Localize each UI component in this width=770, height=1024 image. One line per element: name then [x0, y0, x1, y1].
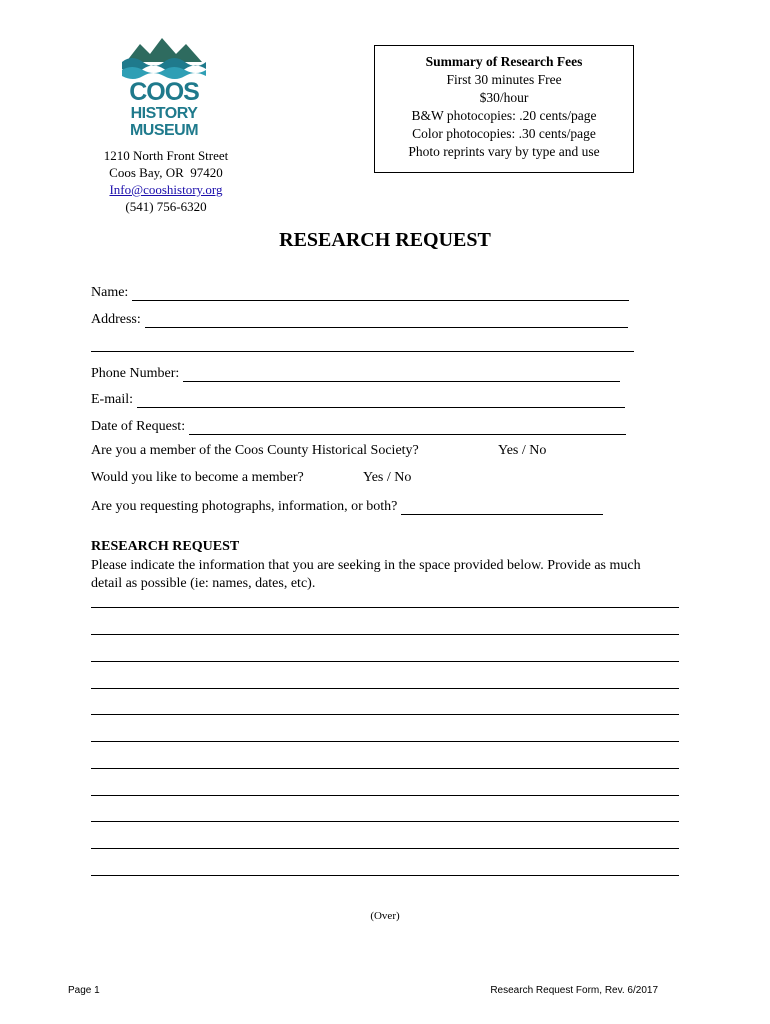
address-field[interactable] — [145, 313, 628, 328]
research-request-instructions: Please indicate the information that you are seeking in the space provided below. Provide as much detail as possible (ie: names, dates, etc). — [91, 558, 641, 591]
museum-address — [80, 147, 252, 215]
page-title: RESEARCH REQUEST — [279, 229, 491, 251]
footer-revision: Research Request Form, Rev. 6/2017 — [490, 985, 658, 996]
address-field-line-2[interactable] — [91, 351, 634, 352]
become-member-yes-no[interactable]: Yes / No — [363, 470, 412, 485]
research-request-heading: RESEARCH REQUEST — [91, 539, 240, 554]
museum-logo — [122, 36, 206, 140]
address-label: Address: — [91, 312, 141, 327]
fee-line: $30/hour — [479, 90, 529, 105]
fee-summary-title: Summary of Research Fees — [425, 54, 583, 69]
phone-number: (541) 756-6320 — [125, 199, 207, 214]
fee-line: First 30 minutes Free — [446, 72, 562, 87]
name-row — [91, 283, 629, 301]
request-text-line[interactable] — [91, 848, 679, 849]
address-row — [91, 310, 628, 328]
date-row — [91, 417, 626, 435]
fee-line: B&W photocopies: .20 cents/page — [411, 108, 597, 123]
fee-summary-box — [374, 45, 634, 173]
name-field[interactable] — [132, 286, 629, 301]
over-note: (Over) — [370, 910, 400, 922]
become-member-question: Would you like to become a member? — [91, 470, 304, 485]
name-label: Name: — [91, 285, 129, 300]
email-row — [91, 390, 625, 408]
member-question: Are you a member of the Coos County Historical Society? — [91, 443, 419, 458]
request-type-question: Are you requesting photographs, information, or both? — [91, 499, 398, 514]
logo-word-history: HISTORY — [130, 105, 198, 122]
phone-label: Phone Number: — [91, 366, 180, 381]
request-text-line[interactable] — [91, 688, 679, 689]
request-text-line[interactable] — [91, 607, 679, 608]
request-type-field[interactable] — [401, 500, 603, 515]
request-text-line[interactable] — [91, 634, 679, 635]
date-field[interactable] — [189, 420, 626, 435]
footer-page-number: Page 1 — [68, 985, 100, 996]
fee-line: Color photocopies: .30 cents/page — [412, 126, 596, 141]
mountain-shape — [126, 38, 202, 62]
logo-word-museum: MUSEUM — [129, 122, 199, 139]
street-address: 1210 North Front Street — [103, 148, 229, 163]
request-text-line[interactable] — [91, 821, 679, 822]
request-text-line[interactable] — [91, 875, 679, 876]
logo-word-coos: COOS — [129, 78, 199, 106]
request-text-line[interactable] — [91, 714, 679, 715]
request-text-line[interactable] — [91, 795, 679, 796]
request-text-line[interactable] — [91, 741, 679, 742]
email-link[interactable]: Info@cooshistory.org — [109, 182, 223, 197]
phone-field[interactable] — [183, 367, 620, 382]
fee-line: Photo reprints vary by type and use — [408, 144, 600, 159]
request-text-line[interactable] — [91, 768, 679, 769]
date-label: Date of Request: — [91, 419, 186, 434]
mountain-wave-icon — [122, 36, 206, 80]
request-type-row — [91, 497, 603, 515]
email-label: E-mail: — [91, 392, 133, 407]
email-field[interactable] — [137, 393, 625, 408]
city-state-zip: Coos Bay, OR 97420 — [109, 165, 223, 180]
member-yes-no[interactable]: Yes / No — [498, 443, 547, 458]
request-text-line[interactable] — [91, 661, 679, 662]
phone-row — [91, 364, 620, 382]
